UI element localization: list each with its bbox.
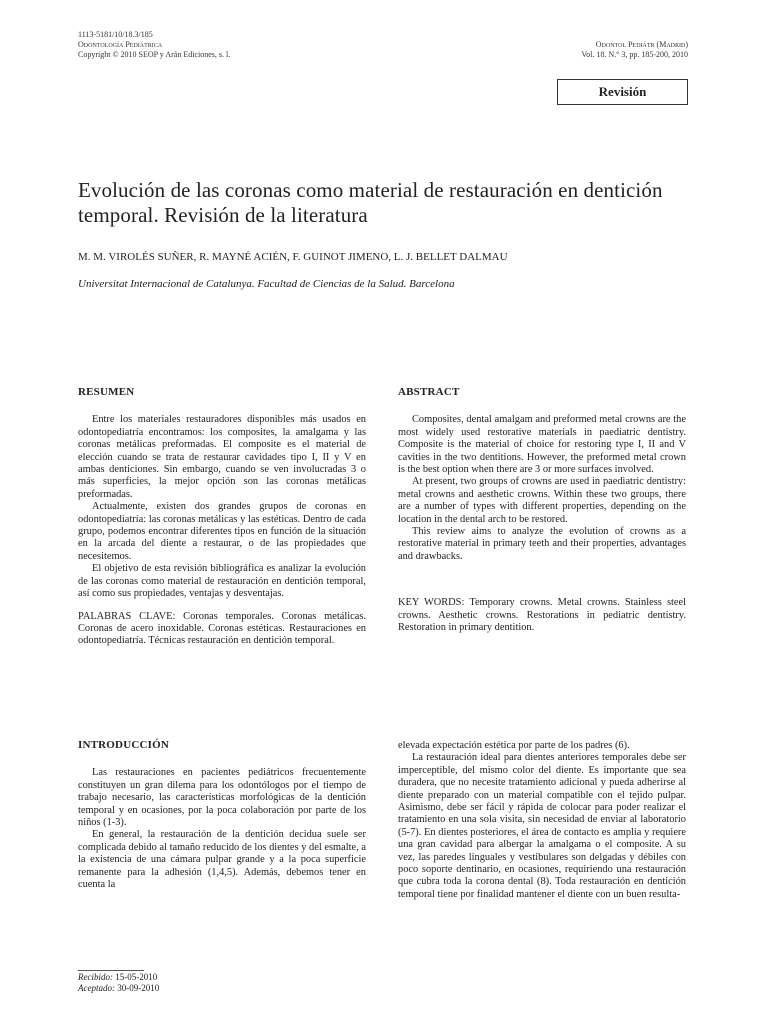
intro-continued: [398, 740, 686, 901]
resumen-paragraph-1: Entre los materiales restauradores disponibles más usados en odontopediatría encontramos: los composites, la amalgama y las coronas metálicas preformadas. El composite es el material de elección cuando se trata de restaurar cavidades tipo I, II y V en ambas denticiones. Sin embargo, cuando se ven involucradas 3 o más superficies, la mejor opción son las coronas metálicas preformadas.: [78, 414, 366, 500]
volume-line: Vol. 18. N.° 3, pp. 185-200, 2010: [581, 50, 688, 59]
journal-header-right: [581, 40, 688, 60]
resumen-paragraph-3: El objetivo de esta revisión bibliográfica es analizar la evolución de las coronas como material de restauración en dentición temporal, así como sus propiedades, ventajas y desventajas.: [78, 563, 366, 600]
received-label: Recibido:: [78, 972, 113, 982]
resumen-keywords: PALABRAS CLAVE: Coronas temporales. Coronas metálicas. Coronas de acero inoxidable. Coronas estéticas. Restauraciones en odontopediatría. Técnicas restauración en dentición temporal.: [78, 610, 366, 647]
abstract-paragraph-1: Composites, dental amalgam and preformed metal crowns are the most widely used restorative materials in paediatric dentistry. Composite is the material of choice for restoring type I, II and V cavities in the two dentitions. However, the preformed metal crown is the best option when there are 3 or more surfaces involved.: [398, 414, 686, 476]
journal-header-left: [78, 30, 230, 60]
received-date: 15-05-2010: [115, 972, 158, 982]
accepted-date: 30-09-2010: [117, 983, 160, 993]
intro-paragraph-2: En general, la restauración de la dentición decidua suele ser complicada debido al tamaño reducido de los dientes y del esmalte, a la existencia de una cámara pulpar grande y a la poca superficie remanente para la adhesión (1,4,5). Además, debemos tener en cuenta la: [78, 829, 366, 891]
author-list: M. M. VIROLÉS SUÑER, R. MAYNÉ ACIÉN, F. GUINOT JIMENO, L. J. BELLET DALMAU: [78, 251, 508, 263]
issn-line: 1113-5181/10/18.3/185: [78, 30, 153, 39]
resumen-paragraph-2: Actualmente, existen dos grandes grupos de coronas en odontopediatría: las coronas metálicas y las estéticas. Dentro de cada grupo, podemos encontrar diferentes tipos en función de la situación en la arcada del diente a restaurar, o de las propiedades que necesitemos.: [78, 501, 366, 562]
abstract-section: [398, 386, 686, 635]
journal-name: Odontología Pediátrica: [78, 40, 163, 49]
intro-right-paragraph-1: elevada expectación estética por parte de los padres (6).: [398, 740, 630, 751]
intro-right-paragraph-2: La restauración ideal para dientes anteriores temporales debe ser imperceptible, del mismo color del diente. Es importante que sea duradera, que no necesite tratamiento adicional y pueda adherirse al diente preparado con un material compatible con el tejido pulpar. Asimismo, debe ser fácil y rápida de colocar para poder realizar el tratamiento en una sola visita, sin necesidad de enviar al laboratorio (5-7). En dientes posteriores, el área de contacto es amplia y requiere una gran cavidad para albergar la amalgama o el composite. A su vez, las paredes linguales y vestibulares son delgadas y débiles con poco soporte dentinario, en ocasiones, requiriendo una restauración que cubra toda la corona dental (8). Toda restauración en dentición temporal tiene por finalidad mantener el diente con un buen resulta-: [398, 752, 686, 900]
accepted-label: Aceptado:: [78, 983, 115, 993]
intro-heading: INTRODUCCIÓN: [78, 739, 170, 751]
intro-paragraph-1: Las restauraciones en pacientes pediátricos frecuentemente constituyen un gran dilema para los odontólogos por el tiempo de trabajo necesario, las características morfológicas de la dentición temporal y en ocasiones, por la poca colaboración por parte de los niños (1-3).: [78, 767, 366, 829]
affiliation: Universitat Internacional de Catalunya. Facultad de Ciencias de la Salud. Barcelona: [78, 278, 455, 290]
copyright-line: Copyright © 2010 SEOP y Arán Ediciones, s. l.: [78, 50, 231, 59]
footnote-divider: [78, 970, 144, 971]
resumen-section: [78, 386, 366, 648]
journal-abbrev: Odontol Pediátr (Madrid): [595, 40, 688, 49]
abstract-paragraph-2: At present, two groups of crowns are used in paediatric dentistry: metal crowns and aesthetic crowns. Within these two groups, there are a number of types with different properties, depending on the location in the dental arch to be restored.: [398, 476, 686, 525]
abstract-heading: ABSTRACT: [398, 386, 460, 398]
dates-footnote: [78, 972, 159, 994]
section-badge: Revisión: [557, 79, 688, 105]
abstract-keywords: KEY WORDS: Temporary crowns. Metal crowns. Stainless steel crowns. Aesthetic crowns. Restorations in pediatric dentistry. Restoration in primary dentition.: [398, 597, 686, 634]
abstract-paragraph-3: This review aims to analyze the evolution of crowns as a restorative material in primary teeth and their properties, advantages and drawbacks.: [398, 526, 686, 562]
intro-section: [78, 739, 366, 891]
article-title: Evolución de las coronas como material de restauración en dentición temporal. Revisión de la literatura: [78, 178, 663, 227]
resumen-heading: RESUMEN: [78, 386, 135, 398]
